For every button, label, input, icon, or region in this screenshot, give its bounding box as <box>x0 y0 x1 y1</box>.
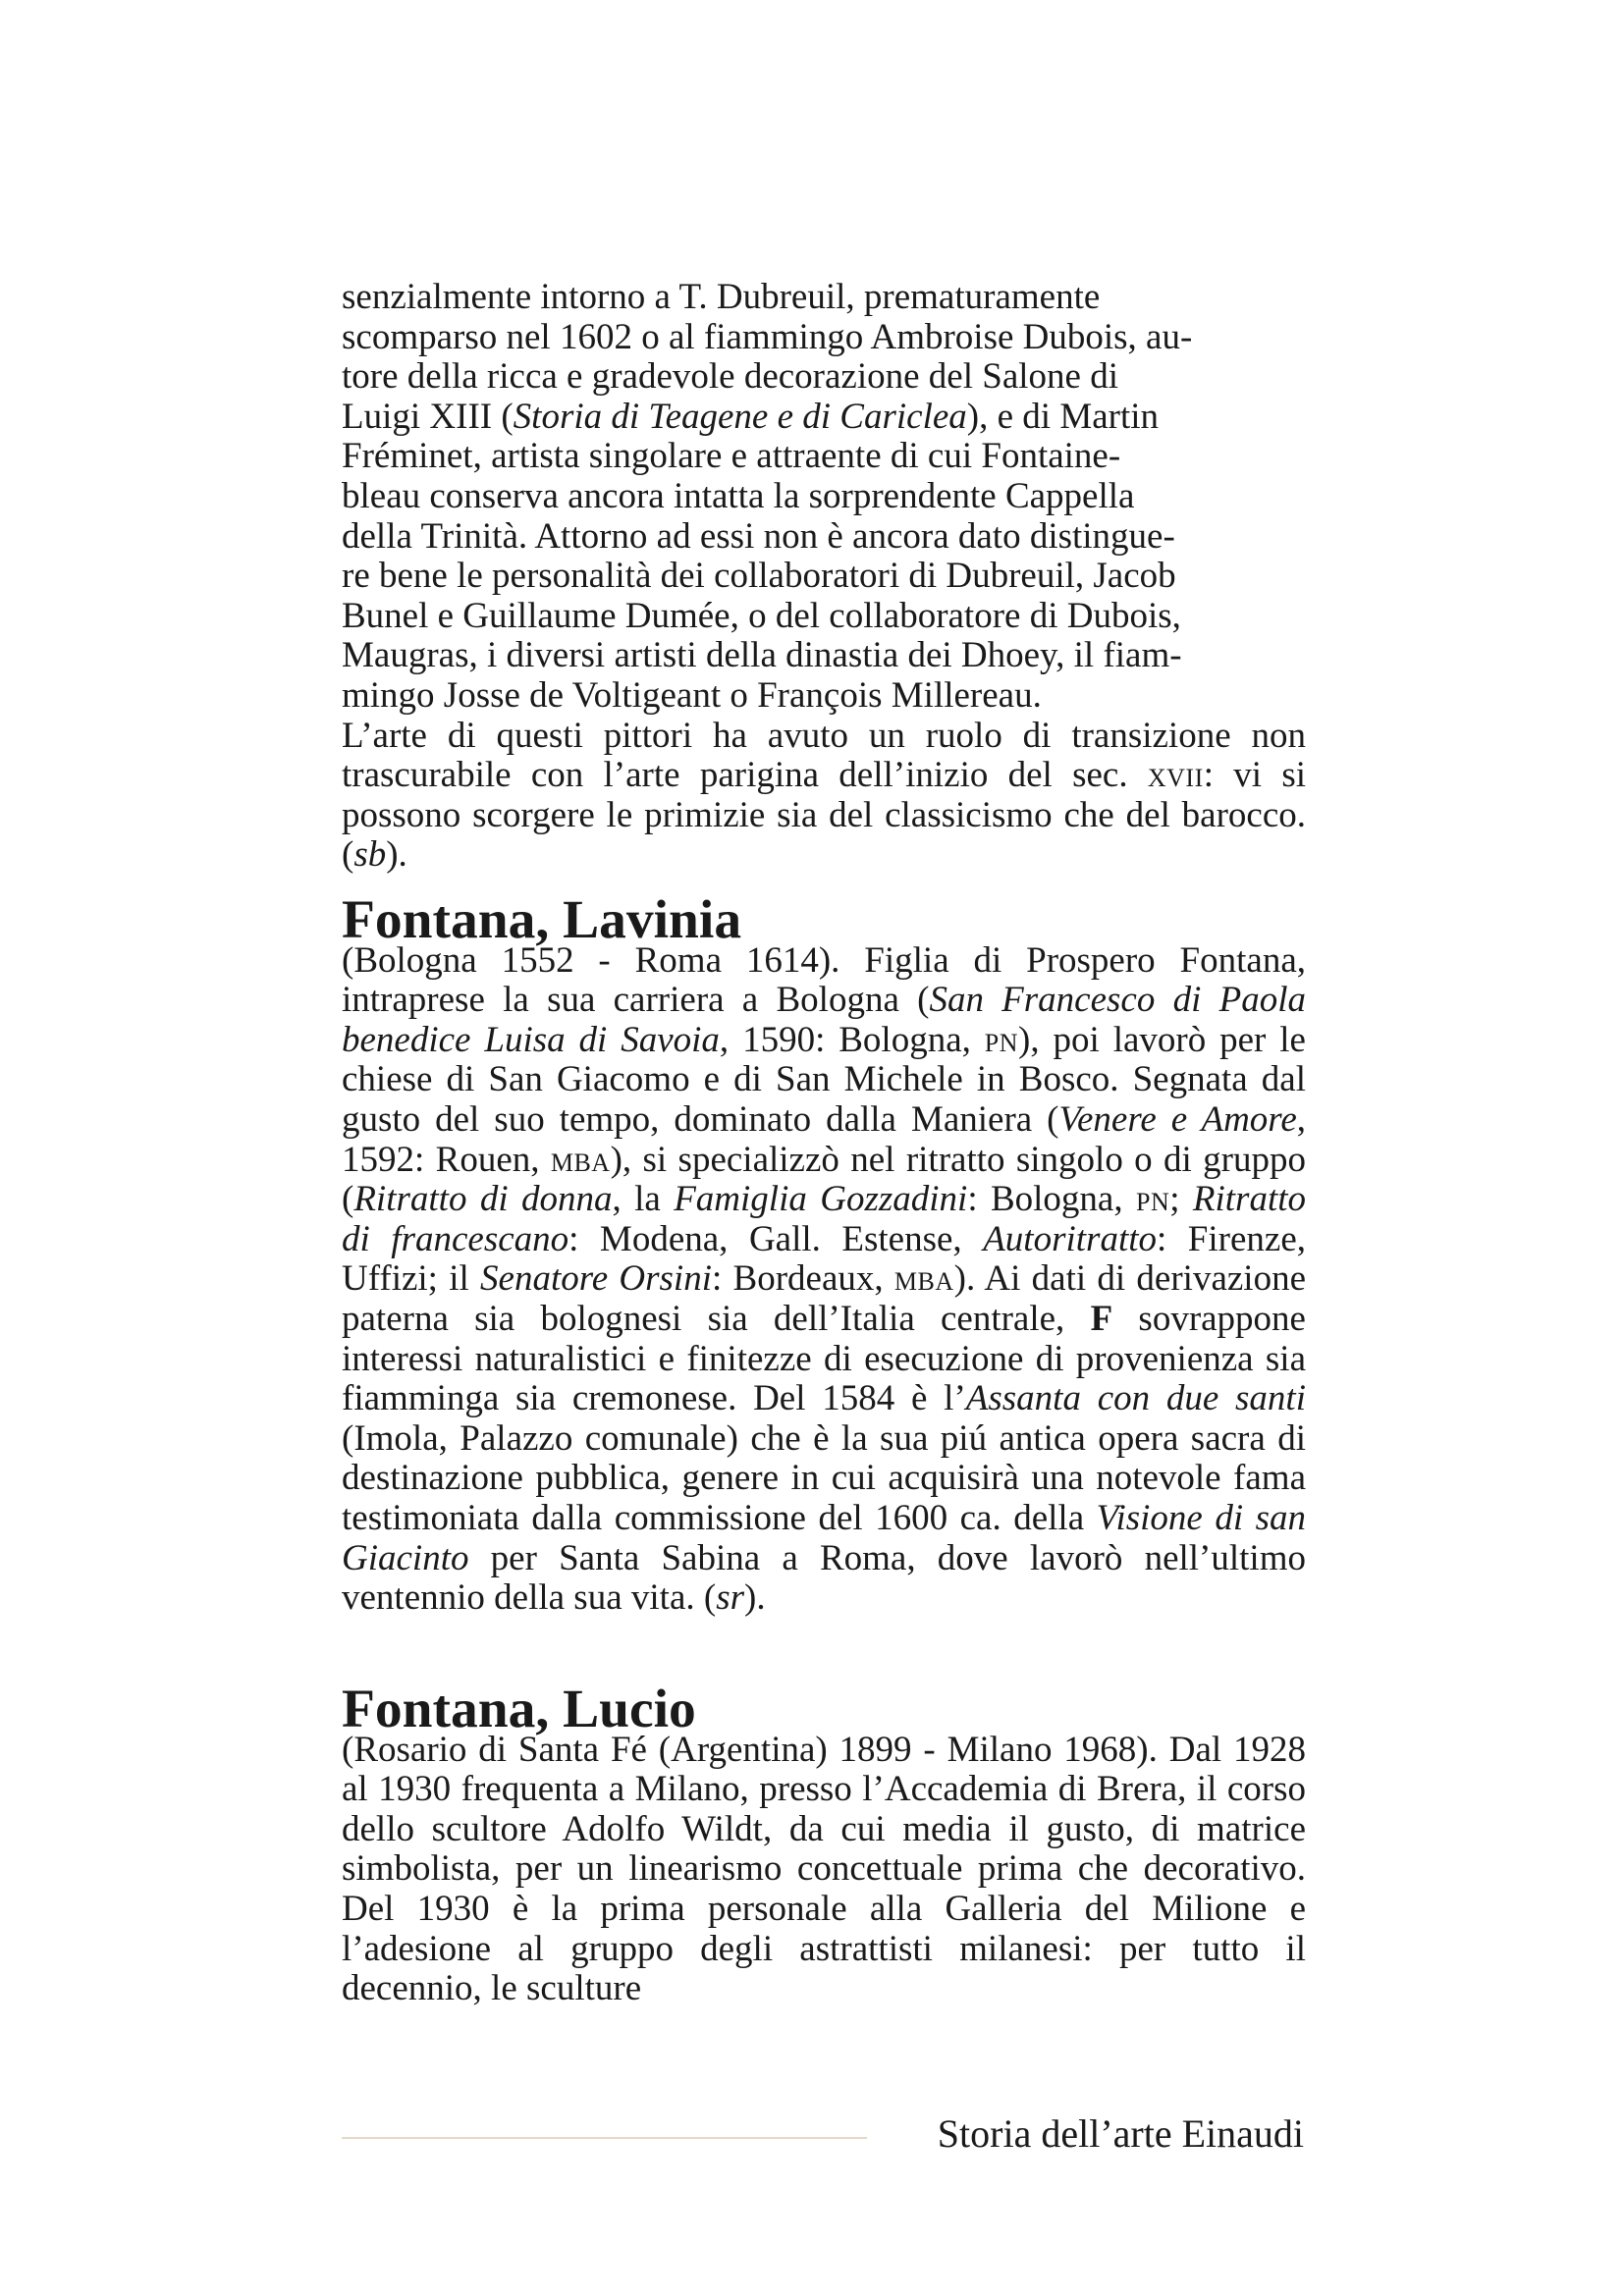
line: re bene le personalità dei collaboratori di Dubreuil, Jacob <box>342 556 1176 597</box>
bold-run: F <box>1090 1298 1113 1339</box>
line: Fréminet, artista singolare e attraente di cui Fontaine- <box>342 436 1121 477</box>
continuation-paragraph <box>342 278 1306 717</box>
text-run: (Imola, Palazzo comunale) che è la sua piú antica opera sacra di destinazione pubblica, genere in cui acquisirà una notevole fama testimoniata dalla commissione del 1600 ca. della <box>342 1417 1306 1538</box>
text-run: (Rosario di Santa Fé (Argentina) 1899 - Milano 1968). Dal 1928 al 1930 frequenta a Milano, presso l’Accademia di Brera, il corso dello scultore Adolfo Wildt, da cui media il gusto, di matrice simbolista, per un linearismo concettuale prima che decorativo. Del 1930 è la prima personale alla Galleria del Milione e l’adesione al gruppo degli astrattisti milanesi: per tutto il decennio, le sculture <box>342 1729 1306 2009</box>
text-run: ). <box>744 1577 766 1619</box>
entry-heading: Fontana, Lucio <box>342 1680 696 1739</box>
smallcaps-abbrev: pn <box>1135 1179 1170 1220</box>
line: senzialmente intorno a T. Dubreuil, prematuramente <box>342 277 1101 317</box>
italic-run: Visione di san Giacinto <box>342 1497 1306 1578</box>
century-smallcaps: xvii <box>1147 755 1204 796</box>
line: mingo Josse de Voltigeant o François Millereau. <box>342 674 1042 716</box>
artwork-title: Storia di Teagene e di Cariclea <box>513 396 967 437</box>
text-run: sovrappone interessi naturalistici e finitezze di esecuzione di provenienza sia fiamminga sia cremonese. Del 1584 è l’ <box>342 1298 1306 1419</box>
italic-run: Assanta con due santi <box>965 1378 1306 1419</box>
text-run: : Modena, Gall. Estense, <box>568 1218 984 1259</box>
line: scomparso nel 1602 o al fiammingo Ambroise Dubois, au- <box>342 316 1193 357</box>
entry-fontana-lucio <box>342 1680 1306 2009</box>
line: Bunel e Guillaume Dumée, o del collaboratore di Dubois, <box>342 595 1181 636</box>
line: tore della ricca e gradevole decorazione del Salone di <box>342 356 1118 398</box>
text-run: L’arte di questi pittori ha avuto un ruolo di transizione non trascurabile con l’arte parigina dell’inizio del sec. <box>342 715 1306 796</box>
entry-fontana-lavinia <box>342 890 1307 1619</box>
text-run: (Bologna 1552 - Roma 1614). Figlia di Prospero Fontana, intraprese la sua carriera a Bologna ( <box>342 939 1306 1021</box>
text-run: , la <box>612 1179 675 1220</box>
entry-body <box>342 1731 1306 2009</box>
entry-body <box>342 941 1306 1619</box>
entry-heading: Fontana, Lavinia <box>342 890 742 950</box>
italic-run: Ritratto di donna <box>353 1179 613 1220</box>
line: Maugras, i diversi artisti della dinastia dei Dhoey, il fiam- <box>342 635 1182 676</box>
line: della Trinità. Attorno ad essi non è ancora dato distingue- <box>342 515 1175 557</box>
continuation-text <box>342 278 1306 876</box>
text-run: : Bordeaux, <box>712 1258 894 1300</box>
italic-run: Venere e Amore <box>1058 1098 1297 1140</box>
line: bleau conserva ancora intatta la sorprendente Cappella <box>342 475 1135 516</box>
italic-run: Autoritratto <box>983 1218 1158 1259</box>
text-run: , 1592: Rouen, <box>342 1098 1306 1180</box>
text-run: per Santa Sabina a Roma, dove lavorò nell’ultimo ventennio della sua vita. ( <box>342 1537 1306 1619</box>
smallcaps-abbrev: mba <box>893 1258 954 1300</box>
italic-run: Ritratto di francescano <box>342 1179 1307 1259</box>
transition-paragraph <box>342 717 1306 876</box>
italic-run: San Francesco di Paola benedice Luisa di Savoia <box>342 980 1307 1060</box>
italic-run: Senatore Orsini <box>480 1258 712 1300</box>
text-run: ). Ai dati di derivazione paterna sia bolognesi sia dell’Italia centrale, <box>342 1258 1306 1339</box>
italic-run: Famiglia Gozzadini <box>674 1179 968 1220</box>
footer-title: Storia dell’arte Einaudi <box>937 2111 1304 2156</box>
text-run: : vi si possono scorgere le primizie sia del classicismo che del barocco. ( <box>342 755 1306 876</box>
smallcaps-abbrev: pn <box>984 1019 1019 1060</box>
author-initials: sb <box>353 834 387 876</box>
footer-rule <box>342 2137 867 2139</box>
text-run: ), poi lavorò per le chiese di San Giacomo e di San Michele in Bosco. Segnata dal gusto del suo tempo, dominato dalla Maniera ( <box>342 1019 1306 1140</box>
text-run: ), si specializzò nel ritratto singolo o di gruppo ( <box>342 1139 1306 1220</box>
line: Luigi XIII (Storia di Teagene e di Cariclea), e di Martin <box>342 396 1160 437</box>
smallcaps-abbrev: mba <box>550 1139 611 1180</box>
text-run: ). <box>386 834 407 876</box>
italic-run: sr <box>716 1577 744 1619</box>
text-run: : Bologna, <box>967 1179 1136 1220</box>
text-run: ; <box>1169 1179 1193 1220</box>
text-run: , 1590: Bologna, <box>719 1019 985 1060</box>
text-run: : Firenze, Uffizi; il <box>342 1218 1307 1300</box>
